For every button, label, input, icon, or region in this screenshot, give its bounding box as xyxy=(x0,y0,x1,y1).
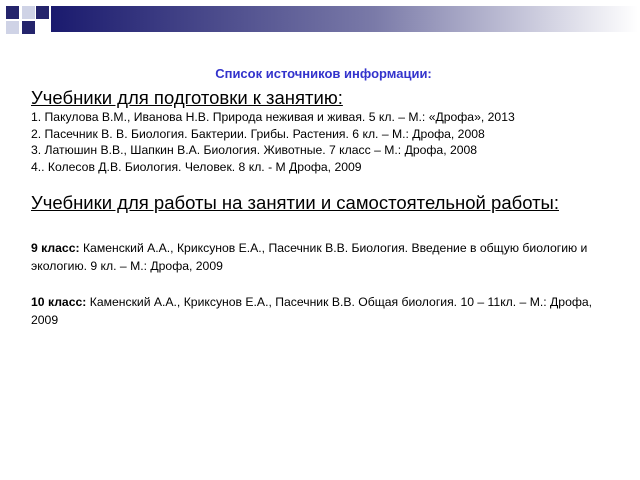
grade10-label: 10 класс: xyxy=(31,295,87,309)
main-content xyxy=(31,66,616,329)
section1-item-3: 3. Латюшин В.В., Шапкин В.А. Биология. Животные. 7 класс – М.: Дрофа, 2008 xyxy=(31,143,478,157)
grade9-entry xyxy=(31,239,616,275)
gradient-bar xyxy=(51,6,638,32)
header-squares xyxy=(0,0,640,40)
grade9-label: 9 класс: xyxy=(31,241,80,255)
grade9-text: Каменский А.А., Криксунов Е.А., Пасечник В.В. Биология. Введение в общую биологию и экологию. 9 кл. – М.: Дрофа, 2009 xyxy=(31,241,588,273)
square-light-top-mid xyxy=(22,6,35,19)
grade10-entry xyxy=(31,293,616,329)
square-dark-bottom xyxy=(22,21,35,34)
section2-heading: Учебники для работы на занятии и самостоятельной работы: xyxy=(31,192,559,213)
grade10-text: Каменский А.А., Криксунов Е.А., Пасечник В.В. Общая биология. 10 – 11кл. – М.: Дрофа, 2009 xyxy=(31,295,593,327)
header-decoration xyxy=(0,0,640,40)
section1-item-1: 1. Пакулова В.М., Иванова Н.В. Природа неживая и живая. 5 кл. – М.: «Дрофа», 2013 xyxy=(31,110,515,124)
square-dark-top xyxy=(6,6,19,19)
square-light-left xyxy=(6,21,19,34)
page-title: Список источников информации: xyxy=(215,66,432,81)
section1-heading: Учебники для подготовки к занятию: xyxy=(31,87,343,108)
section1-item-2: 2. Пасечник В. В. Биология. Бактерии. Грибы. Растения. 6 кл. – М.: Дрофа, 2008 xyxy=(31,126,485,141)
section1-item-4: 4.. Колесов Д.В. Биология. Человек. 8 кл. - М Дрофа, 2009 xyxy=(31,159,362,174)
square-dark-top-right xyxy=(36,6,49,19)
